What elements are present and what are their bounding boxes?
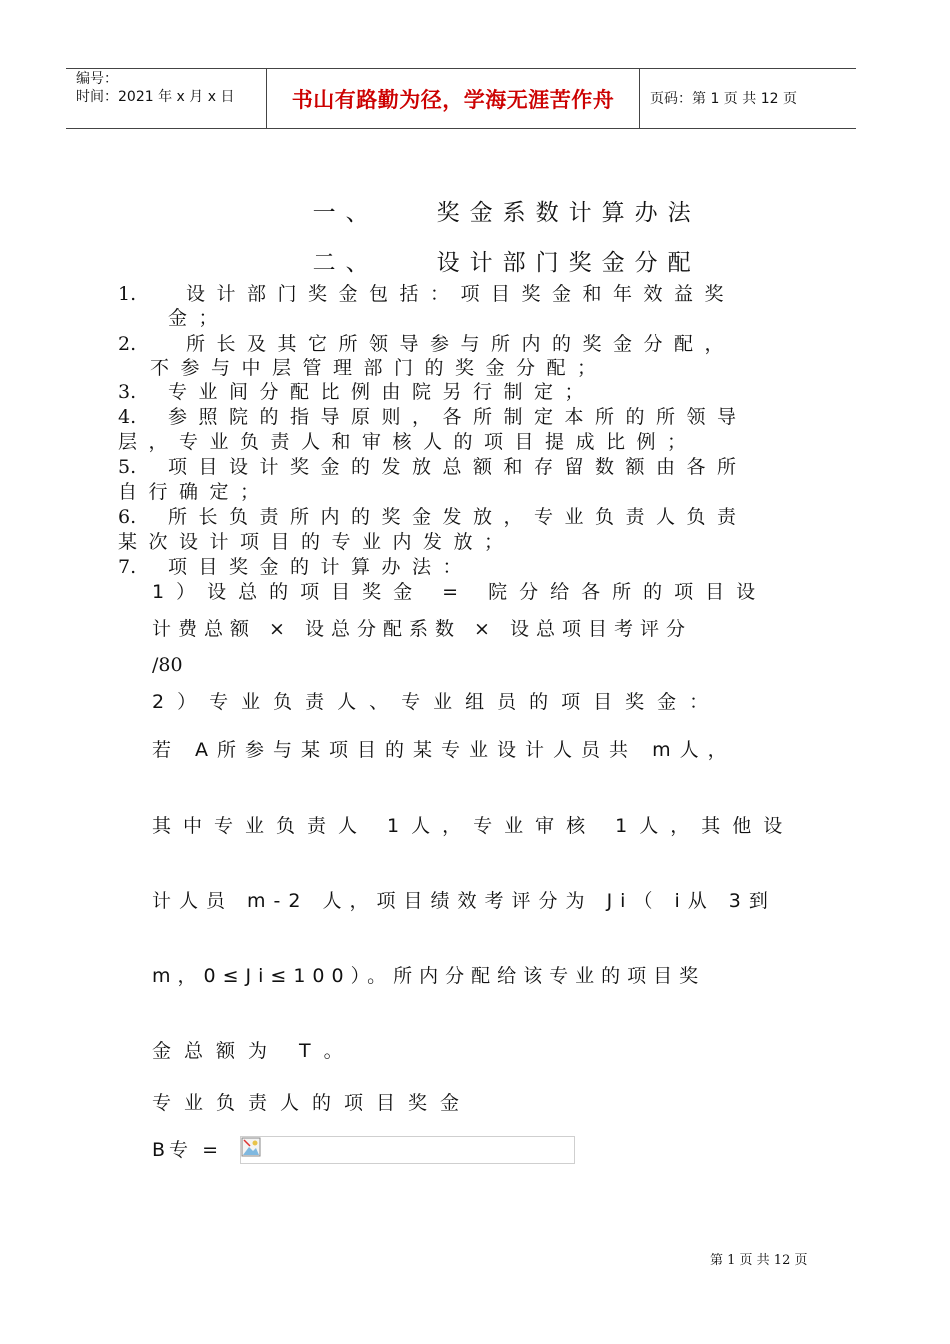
list-item-7-line-1: 项目奖金的计算办法：: [168, 556, 474, 578]
section-title-2: [278, 218, 701, 277]
list-item-6-number: 6.: [118, 506, 137, 528]
list-item-2-line-2: 不参与中层管理部门的奖金分配；: [150, 357, 608, 379]
list-item-1-line-1: 设计部门奖金包括：项目奖金和年效益奖: [186, 283, 736, 305]
list-item-1: [118, 282, 735, 306]
list-item-5-line-1: 项目设计奖金的发放总额和存留数额由各所: [168, 456, 748, 478]
serial-label: 编号：: [76, 71, 118, 87]
time-label: 时间：2021 年 x 月 x 日: [76, 89, 235, 105]
list-item-2-line-1: 所长及其它所领导参与所内的奖金分配，: [186, 333, 736, 355]
list-item-7: [118, 555, 473, 579]
formula-label: B专 =: [152, 1139, 222, 1161]
list-item-3-number: 3.: [118, 381, 137, 403]
list-item-3: [118, 380, 595, 404]
list-item-7-number: 7.: [118, 556, 137, 578]
list-item-5-line-2: 自行确定；: [118, 481, 271, 503]
header-top-rule: [66, 68, 856, 69]
list-item-4-number: 4.: [118, 406, 137, 428]
section-title-2-text: 设计部门奖金分配: [436, 250, 701, 276]
list-item-4-line-1: 参照院的指导原则，各所制定本所的所领导: [168, 406, 748, 428]
header-bottom-rule: [66, 128, 856, 129]
paragraph-line-1: 若 A所参与某项目的某专业设计人员共 m人，: [152, 739, 736, 761]
broken-image-icon: [241, 1137, 261, 1157]
list-item-2: [118, 332, 735, 356]
list-item-1-number: 1.: [118, 283, 137, 305]
page-footer: 第 1 页 共 12 页: [710, 1253, 808, 1268]
list-item-6: [118, 505, 748, 529]
calc-1-line-2: 计费总额 × 设总分配系数 × 设总项目考评分: [152, 618, 692, 640]
calc-2-heading: 2）专业负责人、专业组员的项目奖金：: [152, 691, 722, 713]
paragraph-line-4: m，0≤Ji≤100）。所内分配给该专业的项目奖: [152, 965, 706, 987]
section-title-1-text: 奖金系数计算办法: [436, 200, 701, 226]
list-item-6-line-1: 所长负责所内的奖金发放，专业负责人负责: [168, 506, 748, 528]
paragraph-line-6: 专业负责人的项目奖金: [152, 1092, 473, 1114]
list-item-2-number: 2.: [118, 333, 137, 355]
page-label: 页码：第 1 页 共 12 页: [650, 91, 797, 107]
calc-1-line-1: 1）设总的项目奖金 = 院分给各所的项目设: [152, 581, 768, 603]
list-item-5-number: 5.: [118, 456, 137, 478]
list-item-1-line-2: 金；: [168, 307, 230, 329]
list-item-4: [118, 405, 748, 429]
paragraph-line-5: 金总额为 T。: [152, 1040, 356, 1062]
section-title-2-num: 二、: [312, 250, 379, 276]
list-item-4-line-2: 层，专业负责人和审核人的项目提成比例；: [118, 431, 698, 453]
formula-image-frame: [240, 1136, 575, 1164]
list-item-6-line-2: 某次设计项目的专业内发放；: [118, 531, 515, 553]
motto: 书山有路勤为径，学海无涯苦作舟: [291, 88, 615, 112]
section-title-1-num: 一、: [312, 200, 379, 226]
list-item-3-line-1: 专业间分配比例由院另行制定；: [168, 381, 596, 403]
paragraph-line-2: 其中专业负责人 1人，专业审核 1人，其他设: [152, 815, 795, 837]
calc-1-line-3: /80: [152, 654, 183, 676]
list-item-5: [118, 455, 748, 479]
paragraph-line-3: 计人员 m-2 人，项目绩效考评分为 Ji（ i从 3到: [152, 890, 776, 912]
